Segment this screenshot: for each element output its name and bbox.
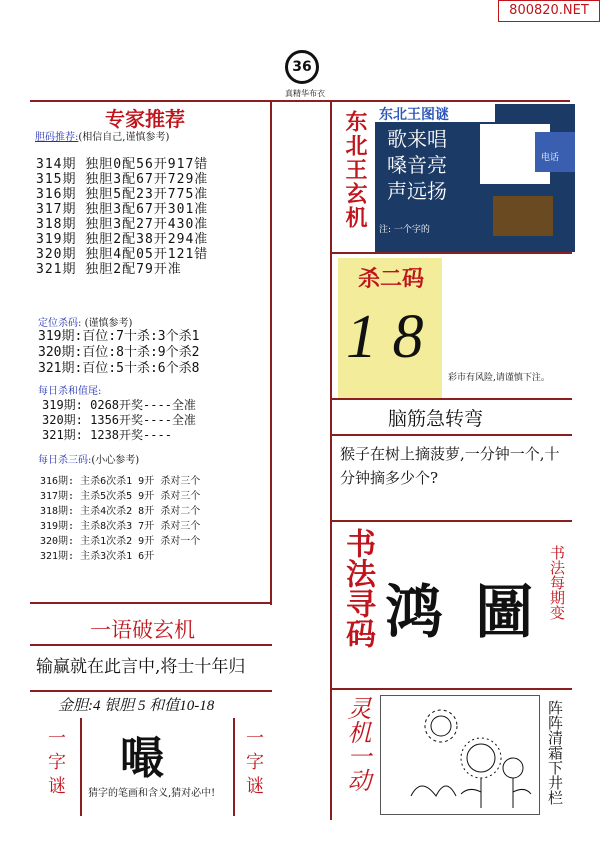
expert-title: 专家推荐	[105, 107, 185, 131]
inspiration-label: 灵机一动	[343, 696, 371, 792]
promo-line: 声远扬	[387, 179, 447, 203]
expert-row: 315期 独胆3配67开729准	[36, 172, 209, 187]
expert-row: 320期 独胆4配05开121错	[36, 247, 209, 262]
kill-three-row: 317期: 主杀5次杀5 9开 杀对三个	[40, 491, 201, 502]
one-phrase-text: 输赢就在此言中,将士十年归	[36, 657, 246, 677]
brand-subtitle: 真精华布衣	[285, 89, 325, 98]
calligraphy-side: 书法每期变	[548, 545, 566, 620]
kill-three-row: 316期: 主杀6次杀1 9开 杀对三个	[40, 476, 201, 487]
calligraphy-label: 书法寻码	[340, 528, 375, 648]
daily-kill-row: 320期: 1356开奖----全准	[42, 413, 196, 427]
kill-three-label: 每日杀三码:	[38, 455, 92, 466]
daily-kill-rows	[42, 398, 267, 443]
position-label: 定位杀码:	[38, 318, 82, 329]
sun-flower-doodle	[381, 696, 541, 816]
right-column-rule	[330, 100, 332, 820]
promo-line: 嗓音亮	[387, 153, 447, 177]
doodle-frame	[380, 695, 540, 815]
expert-row: 318期 独胆3配27开430准	[36, 217, 209, 232]
kill-two-title: 杀二码	[358, 266, 425, 292]
riddle-right-rule	[233, 718, 235, 816]
promo-title: 东北王图谜	[375, 104, 495, 122]
phrase-rule	[30, 644, 272, 646]
riddle-top-rule	[30, 690, 272, 692]
calligraphy-chars: 鸿 圖	[385, 578, 540, 646]
right-rule-5	[332, 688, 572, 690]
expert-row: 319期 独胆2配38开294准	[36, 232, 209, 247]
expert-row: 321期 独胆2配79开准	[36, 262, 182, 277]
expert-note-label: 胆码推荐:	[35, 132, 79, 143]
daily-kill-label: 每日杀和值尾:	[38, 386, 102, 397]
riddle-left-label: 一字谜	[45, 728, 66, 800]
position-row: 320期:百位:8十杀:9个杀2	[38, 345, 200, 360]
one-phrase-title: 一语破玄机	[90, 618, 195, 642]
right-rule-1	[332, 252, 572, 254]
daily-kill-row: 319期: 0268开奖----全准	[42, 398, 196, 412]
left-section-rule	[30, 602, 272, 604]
promo-line: 歌来唱	[387, 127, 447, 151]
position-header	[38, 314, 132, 329]
kill-three-header	[38, 451, 139, 466]
top-rule	[30, 100, 570, 102]
riddle-hint: 猜字的笔画和含义,猜对必中!	[88, 788, 216, 799]
riddle-right-label: 一字谜	[243, 728, 264, 800]
promo-figure	[493, 196, 553, 236]
expert-row: 317期 独胆3配67开301准	[36, 202, 209, 217]
kill-three-row: 319期: 主杀8次杀3 7开 杀对三个	[40, 521, 201, 532]
position-row: 319期:百位:7十杀:3个杀1	[38, 329, 200, 344]
gold-line: 金胆:4 银胆 5 和值10-18	[58, 698, 215, 714]
dongbei-label: 东北王玄机	[342, 110, 368, 230]
riddle-char: 嘬	[120, 733, 164, 784]
promo-small: 注: 一个字的	[379, 225, 430, 235]
brand-logo: 36	[285, 50, 319, 84]
promo-image	[375, 104, 575, 252]
kill-two-digits: 1 8	[346, 303, 424, 371]
expert-row: 314期 独胆0配56开917错	[36, 157, 209, 172]
right-rule-3	[332, 434, 572, 436]
brain-text: 猴子在树上摘菠萝,一分钟一个,十分钟摘多少个?	[340, 445, 560, 487]
daily-kill-row: 321期: 1238开奖----	[42, 428, 172, 442]
kill-three-row: 318期: 主杀4次杀2 8开 杀对二个	[40, 506, 201, 517]
phone-label: 电话	[541, 153, 560, 163]
kill-three-row: 321期: 主杀3次杀1 6开	[40, 551, 155, 562]
kill-three-rows	[40, 474, 270, 564]
expert-note	[35, 128, 169, 143]
expert-row: 316期 独胆5配23开775准	[36, 187, 209, 202]
kill-two-box	[338, 258, 442, 398]
risk-note: 彩市有风险,请谨慎下注。	[448, 373, 550, 383]
expert-rows	[36, 157, 271, 277]
position-rows	[38, 329, 270, 377]
site-watermark: 800820.NET	[498, 0, 600, 22]
riddle-left-rule	[80, 718, 82, 816]
poem-vertical: 阵阵清霜下井栏	[546, 700, 564, 805]
brain-title: 脑筋急转弯	[388, 408, 484, 430]
right-rule-4	[332, 520, 572, 522]
position-row: 321期:百位:5十杀:6个杀8	[38, 361, 200, 376]
expert-note-text: (相信自己,谨慎参考)	[78, 132, 170, 143]
promo-lines	[387, 126, 447, 204]
right-rule-2	[332, 398, 572, 400]
kill-three-row: 320期: 主杀1次杀2 9开 杀对一个	[40, 536, 201, 547]
position-note: (谨慎参考)	[84, 318, 133, 329]
kill-three-note: (小心参考)	[91, 455, 140, 466]
